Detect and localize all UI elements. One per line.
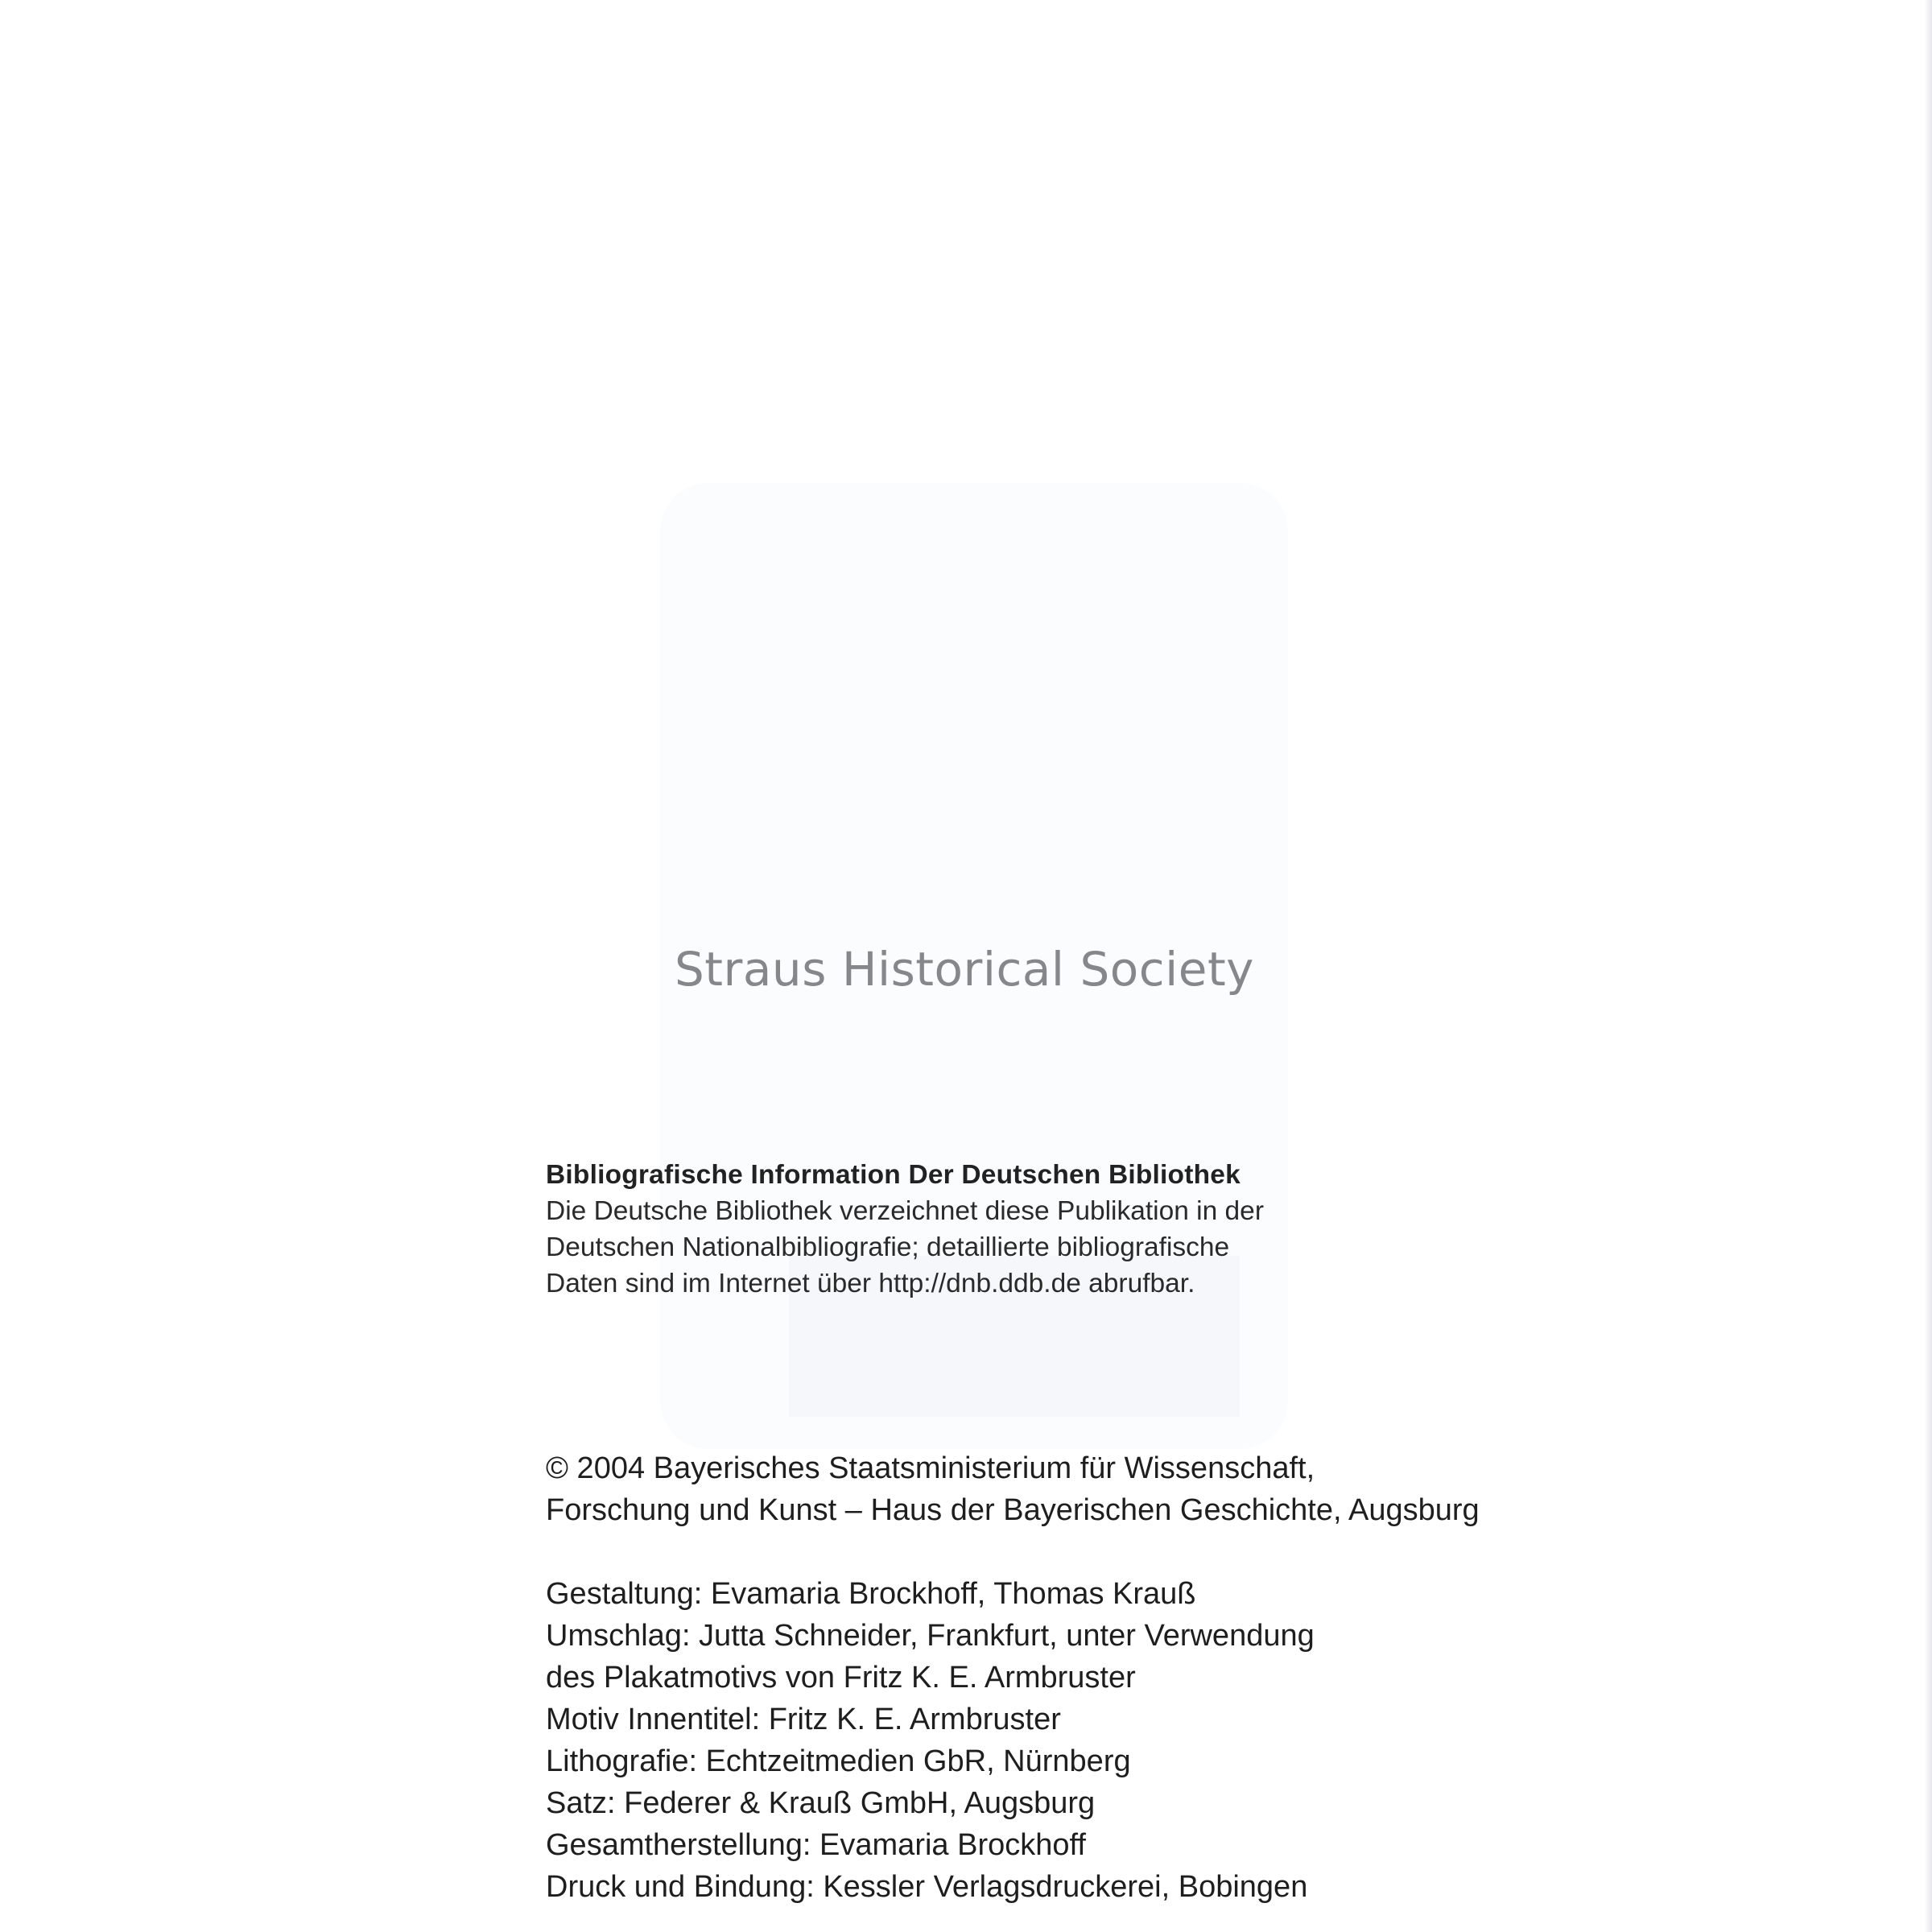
credit-line: Satz: Federer & Krauß GmbH, Augsburg [546,1786,1096,1820]
credit-line: Druck und Bindung: Kessler Verlagsdruckerei, Bobingen [546,1870,1308,1904]
bibliographic-info [546,1157,1431,1302]
watermark-text: Straus Historical Society [674,942,1255,997]
copyright-line: © 2004 Bayerisches Staatsministerium für Wissenschaft, [546,1451,1315,1485]
spacer [546,1531,1592,1573]
bibliographic-line: Deutschen Nationalbibliografie; detaillierte bibliografische [546,1232,1230,1262]
imprint [546,1447,1592,1908]
credit-line: Gestaltung: Evamaria Brockhoff, Thomas Krauß [546,1577,1196,1611]
bibliographic-line: Daten sind im Internet über http://dnb.ddb.de abrufbar. [546,1269,1195,1298]
credit-line: Lithografie: Echtzeitmedien GbR, Nürnberg [546,1744,1131,1778]
bibliographic-heading: Bibliografische Information Der Deutschen Bibliothek [546,1160,1241,1190]
credit-line: Gesamtherstellung: Evamaria Brockhoff [546,1828,1086,1862]
bibliographic-line: Die Deutsche Bibliothek verzeichnet diese Publikation in der [546,1196,1264,1226]
credit-line: des Plakatmotivs von Fritz K. E. Armbruster [546,1661,1136,1695]
copyright-line: Forschung und Kunst – Haus der Bayerischen Geschichte, Augsburg [546,1493,1480,1527]
watermark [0,942,1932,997]
credit-line: Motiv Innentitel: Fritz K. E. Armbruster [546,1703,1061,1736]
credit-line: Umschlag: Jutta Schneider, Frankfurt, unter Verwendung [546,1619,1315,1653]
